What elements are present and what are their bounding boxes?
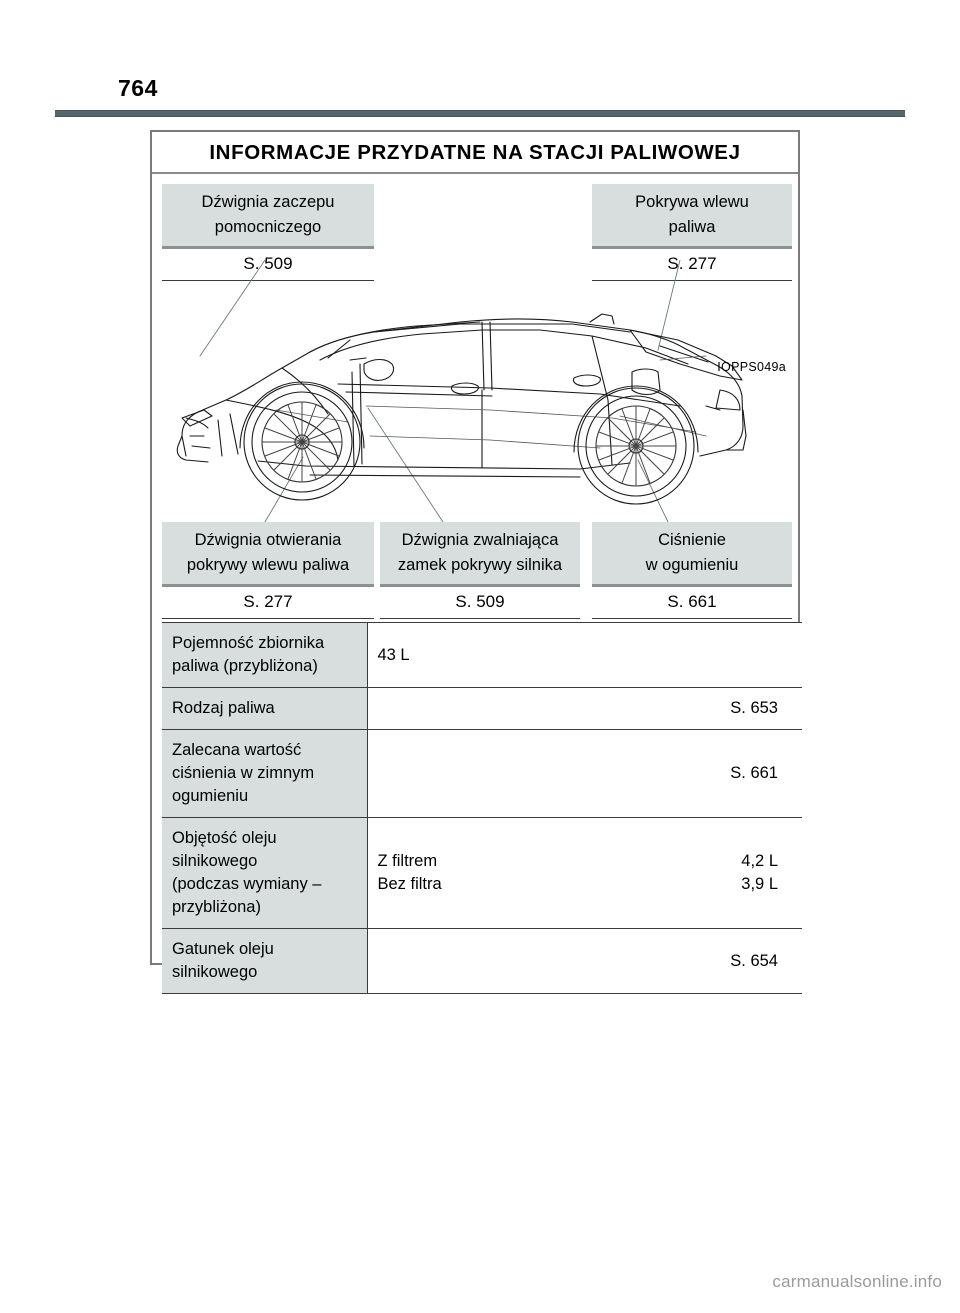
- callout-caption-line: w ogumieniu: [645, 556, 739, 574]
- table-row: [162, 818, 802, 929]
- spec-label-line: Rodzaj paliwa: [172, 699, 275, 717]
- spec-label-cold-tire-pressure: [162, 730, 367, 818]
- callout-caption-line: Dźwignia otwierania: [194, 531, 342, 549]
- callout-fuel-filler-cap-caption: [592, 184, 792, 249]
- callout-tire-pressure: [592, 522, 792, 619]
- oil-capacity-without-filter-label: Bez filtra: [377, 875, 442, 893]
- table-row: [162, 688, 802, 730]
- oil-capacity-with-filter-label: Z filtrem: [377, 852, 438, 870]
- site-watermark: carmanualsonline.info: [772, 1272, 942, 1291]
- callout-caption-line: Dźwignia zaczepu: [201, 193, 335, 211]
- spec-value-cold-tire-pressure[interactable]: S. 661: [367, 730, 802, 818]
- callout-fuel-filler-cap-reference[interactable]: S. 277: [592, 249, 792, 281]
- spec-value-fuel-tank-capacity: 43 L: [367, 623, 802, 688]
- spec-label-line: ogumieniu: [172, 787, 249, 805]
- spec-label-line: silnikowego: [172, 852, 258, 870]
- spec-value-engine-oil-capacity: [367, 818, 802, 929]
- callout-tire-pressure-reference[interactable]: S. 661: [592, 587, 792, 619]
- callout-hood-release-lever-reference[interactable]: S. 509: [380, 587, 580, 619]
- callout-aux-latch-lever-caption: [162, 184, 374, 249]
- table-row: [162, 623, 802, 688]
- oil-capacity-without-filter: [378, 873, 793, 896]
- front-wheel: [244, 384, 360, 500]
- callout-fuel-door-lever: [162, 522, 374, 619]
- oil-capacity-without-filter-value: 3,9 L: [741, 875, 778, 893]
- spec-label-fuel-type: [162, 688, 367, 730]
- callout-hood-release-lever-caption: [380, 522, 580, 587]
- leader-lines: [200, 260, 680, 522]
- callout-fuel-door-lever-reference[interactable]: S. 277: [162, 587, 374, 619]
- table-row: [162, 730, 802, 818]
- oil-capacity-with-filter: [378, 850, 793, 873]
- callout-aux-latch-lever-reference[interactable]: S. 509: [162, 249, 374, 281]
- service-station-info-panel: [150, 130, 800, 981]
- table-row: [162, 929, 802, 994]
- spec-label-engine-oil-grade: [162, 929, 367, 994]
- spec-label-line: Zalecana wartość: [172, 741, 302, 759]
- callout-caption-line: pokrywy wlewu paliwa: [186, 556, 350, 574]
- callout-caption-line: Pokrywa wlewu: [635, 193, 749, 211]
- specifications-table: [162, 622, 802, 994]
- spec-label-line: silnikowego: [172, 963, 258, 981]
- spec-label-line: Objętość oleju: [172, 829, 277, 847]
- callout-caption-line: pomocniczego: [214, 218, 322, 236]
- spec-label-line: (podczas wymiany –: [172, 875, 322, 893]
- spec-label-fuel-tank-capacity: [162, 623, 367, 688]
- spec-label-line: przybliżona): [172, 898, 261, 916]
- illustration-code: IOPPS049a: [717, 360, 786, 374]
- spec-label-engine-oil-capacity: [162, 818, 367, 929]
- oil-capacity-with-filter-value: 4,2 L: [741, 852, 778, 870]
- spec-label-line: ciśnienia w zimnym: [172, 764, 315, 782]
- spec-value-engine-oil-grade[interactable]: S. 654: [367, 929, 802, 994]
- callout-hood-release-lever: [380, 522, 580, 619]
- page-title: INFORMACJE PRZYDATNE NA STACJI PALIWOWEJ: [152, 132, 798, 174]
- spec-label-line: Pojemność zbiornika: [172, 634, 325, 652]
- spec-label-line: paliwa (przybliżona): [172, 657, 318, 675]
- spec-label-line: Gatunek oleju: [172, 940, 274, 958]
- spec-value-fuel-type[interactable]: S. 653: [367, 688, 802, 730]
- page-number: 764: [118, 75, 158, 101]
- callout-caption-line: Ciśnienie: [658, 531, 726, 549]
- callout-caption-line: zamek pokrywy silnika: [397, 556, 563, 574]
- callout-caption-line: Dźwignia zwalniająca: [401, 531, 559, 549]
- callout-fuel-door-lever-caption: [162, 522, 374, 587]
- header-divider: [55, 110, 905, 117]
- callout-tire-pressure-caption: [592, 522, 792, 587]
- vehicle-side-view-illustration: [160, 260, 794, 522]
- callout-caption-line: paliwa: [668, 218, 716, 236]
